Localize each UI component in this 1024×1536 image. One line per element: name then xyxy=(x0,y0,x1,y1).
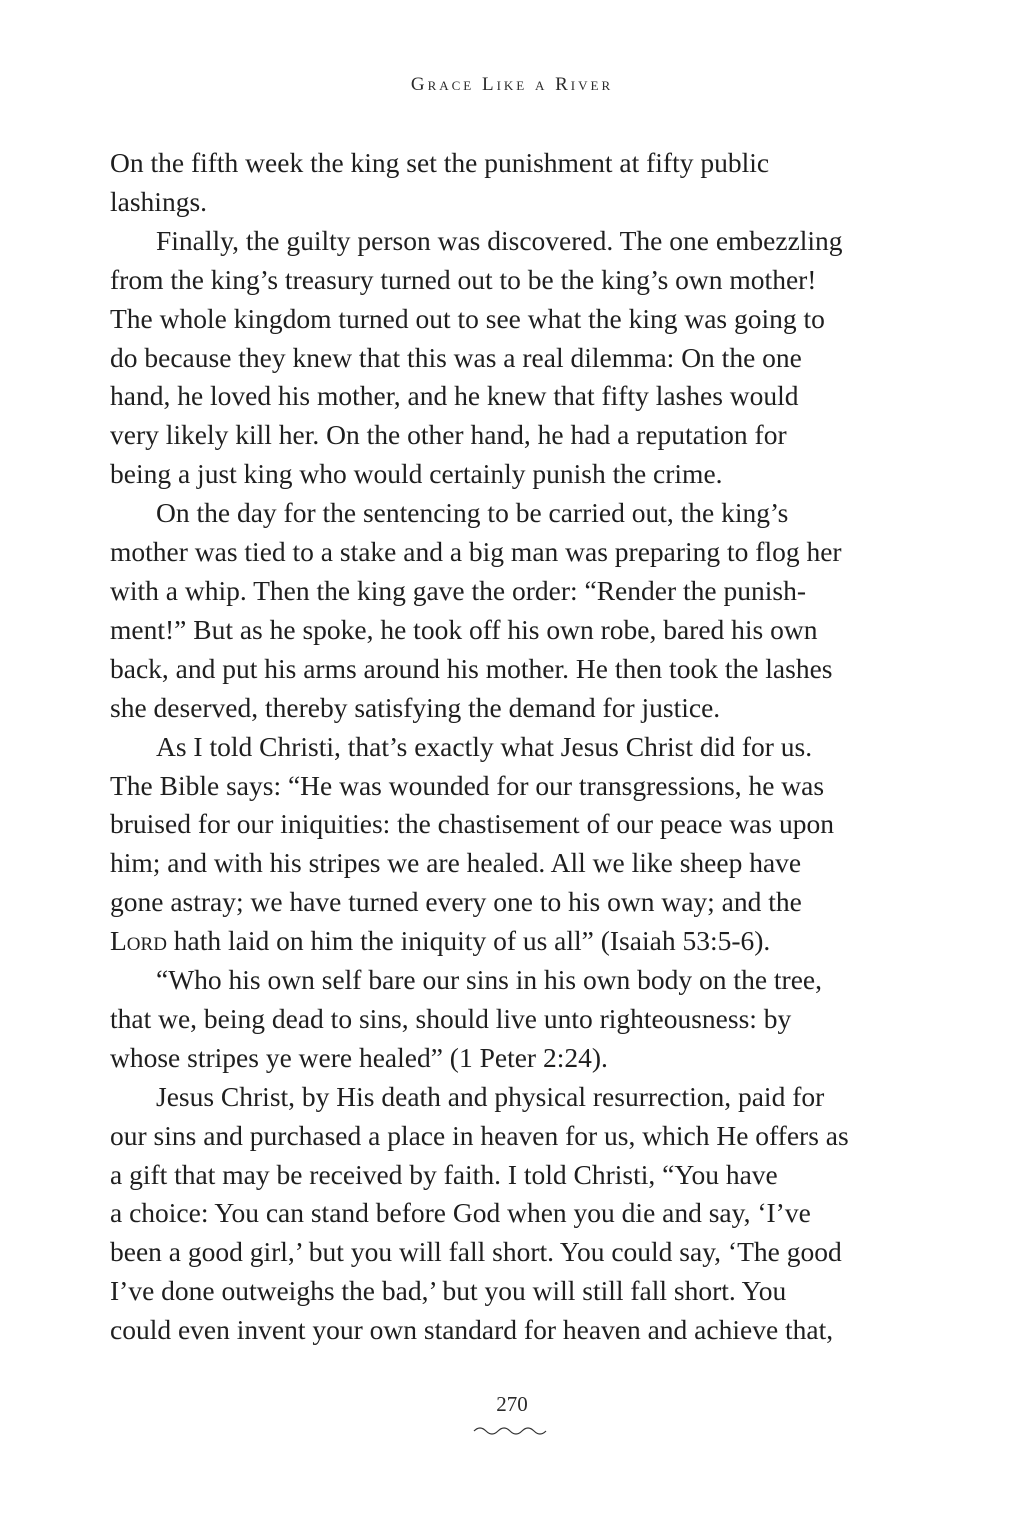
text-line: Jesus Christ, by His death and physical resurrection, paid for xyxy=(156,1080,825,1112)
text-line: whose stripes ye were healed” (1 Peter 2:24). xyxy=(110,1041,608,1073)
text-line: that we, being dead to sins, should live unto righteousness: by xyxy=(110,1002,792,1034)
body-text xyxy=(110,144,910,1350)
running-head: Grace Like a River xyxy=(410,74,614,95)
text-line: could even invent your own standard for heaven and achieve that, xyxy=(110,1314,834,1346)
text-line: On the fifth week the king set the punishment at fifty public xyxy=(110,147,770,178)
text-line: do because they knew that this was a real dilemma: On the one xyxy=(110,341,802,373)
text-line: lashings. xyxy=(110,185,208,217)
text-line: I’ve done outweighs the bad,’ but you will still fall short. You xyxy=(110,1275,787,1307)
text-line: ment!” But as he spoke, he took off his own robe, bared his own xyxy=(110,613,818,645)
text-line: As I told Christi, that’s exactly what Jesus Christ did for us. xyxy=(156,730,813,762)
text-line: a gift that may be received by faith. I told Christi, “You have xyxy=(110,1158,778,1190)
page-number: 270 xyxy=(496,1392,528,1416)
text-line: with a whip. Then the king gave the order: “Render the punish- xyxy=(110,574,806,606)
text-line: back, and put his arms around his mother. He then took the lashes xyxy=(110,652,833,684)
text-line: him; and with his stripes we are healed. All we like sheep have xyxy=(110,847,802,879)
text-line: very likely kill her. On the other hand, he had a reputation for xyxy=(110,419,787,451)
text-line: “Who his own self bare our sins in his own body on the tree, xyxy=(156,964,822,996)
text-line xyxy=(110,922,910,961)
text-line: from the king’s treasury turned out to be the king’s own mother! xyxy=(110,263,817,295)
text-line: been a good girl,’ but you will fall short. You could say, ‘The good xyxy=(110,1236,842,1268)
text-line: hand, he loved his mother, and he knew that fifty lashes would xyxy=(110,380,799,412)
small-caps-word: Lord xyxy=(110,925,167,957)
text-line: The Bible says: “He was wounded for our transgressions, he was xyxy=(110,769,825,801)
text-line: she deserved, thereby satisfying the demand for justice. xyxy=(110,691,721,723)
text-line: The whole kingdom turned out to see what the king was going to xyxy=(110,302,825,334)
text-line: bruised for our iniquities: the chastisement of our peace was upon xyxy=(110,808,834,840)
text-line: our sins and purchased a place in heaven for us, which He offers as xyxy=(110,1119,849,1151)
text-line: gone astray; we have turned every one to his own way; and the xyxy=(110,886,802,918)
wave-ornament-icon xyxy=(472,1424,552,1438)
text-line: a choice: You can stand before God when you die and say, ‘I’ve xyxy=(110,1197,811,1229)
line-text: hath laid on him the iniquity of us all” (Isaiah 53:5-6). xyxy=(166,925,771,957)
text-line: being a just king who would certainly punish the crime. xyxy=(110,458,723,490)
text-line: Finally, the guilty person was discovered. The one embezzling xyxy=(156,224,843,256)
text-line: On the day for the sentencing to be carried out, the king’s xyxy=(156,497,789,529)
text-line: mother was tied to a stake and a big man was preparing to flog her xyxy=(110,536,842,568)
